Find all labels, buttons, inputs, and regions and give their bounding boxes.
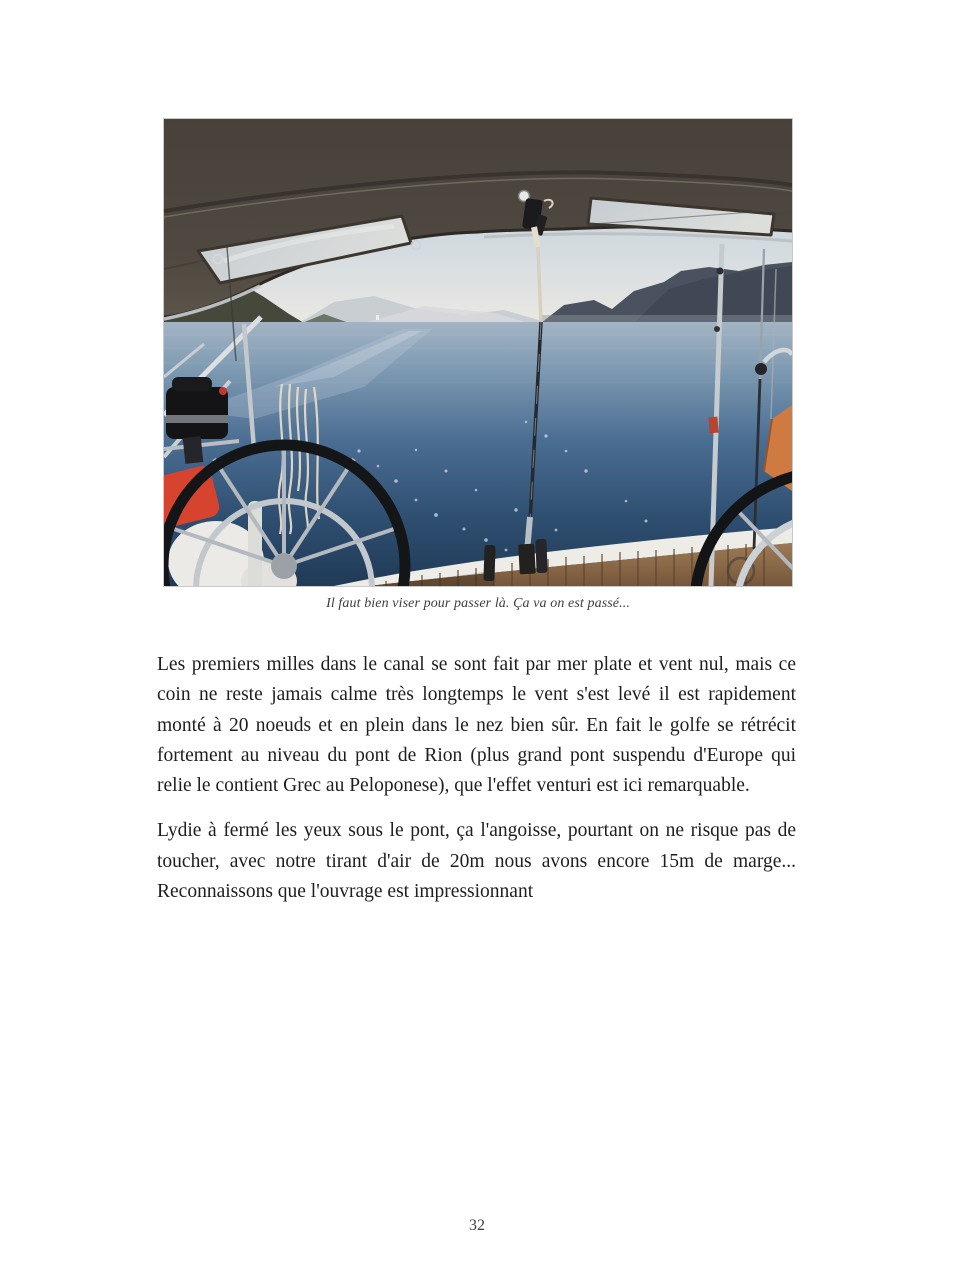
body-text (157, 650, 796, 922)
photo-caption: Il faut bien viser pour passer là. Ça va on est passé... (326, 596, 630, 611)
photo-figure (163, 118, 793, 612)
paragraph-2: Lydie à fermé les yeux sous le pont, ça l'angoisse, pourtant on ne risque pas de toucher, avec notre tirant d'air de 20m nous avons encore 15m de marge... Reconnaissons que l'ouvrage est impressionnant (157, 820, 796, 903)
page-number: 32 (469, 1217, 485, 1234)
boat-photo (163, 118, 793, 587)
paragraph-1: Les premiers milles dans le canal se sont fait par mer plate et vent nul, mais ce coin ne reste jamais calme très longtemps le vent s'est levé il est rapidement monté à 20 noeuds et en plein dans le nez bien sûr. En fait le golfe se rétrécit fortement au niveau du pont de Rion (plus grand pont suspendu d'Europe qui relie le contient Grec au Peloponese), que l'effet venturi est ici remarquable. (157, 654, 796, 797)
boat-photo-illustration (164, 119, 792, 586)
